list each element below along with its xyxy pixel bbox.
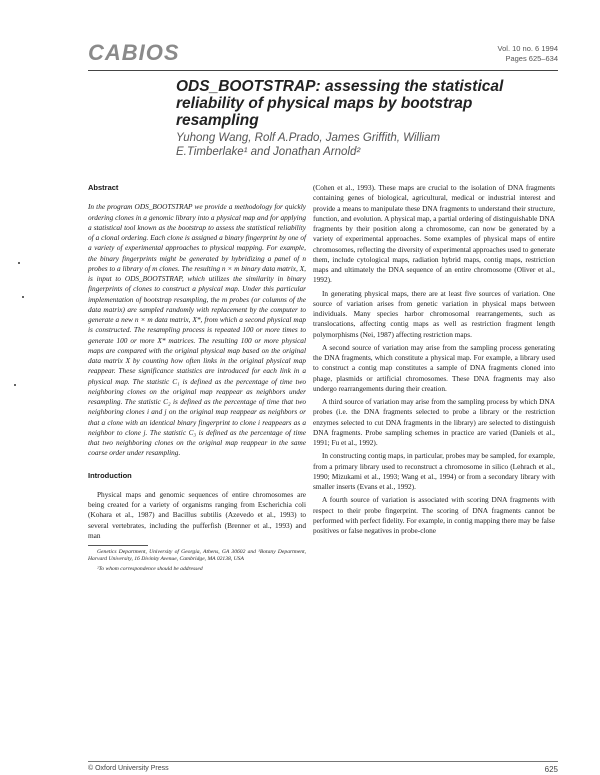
volume-info <box>498 44 558 64</box>
journal-name: CABIOS <box>88 40 180 65</box>
left-column <box>88 183 306 577</box>
abstract-heading: Abstract <box>88 183 119 192</box>
body-paragraph: A third source of variation may arise from the sampling process by which DNA probes (i.e. the DNA fragments selected to probe a library or the restriction enzymes selected to cut DNA fragments in the library) are selected to distinguish DNA fragments. Probe sampling schemes in practice are varied (Daniels et al., 1991; Fu et al., 1992). <box>313 397 555 447</box>
pages-line: Pages 625–634 <box>505 54 558 63</box>
author-list: Yuhong Wang, Rolf A.Prado, James Griffith, William E.Timberlake¹ and Jonathan Arnold² <box>176 132 441 158</box>
copyright-notice: © Oxford University Press <box>88 765 169 772</box>
abstract-section <box>88 202 306 458</box>
margin-mark <box>14 384 16 386</box>
body-paragraph: (Cohen et al., 1993). These maps are crucial to the isolation of DNA fragments containing genes of biological, agricultural, medical or industrial interest and provide a means to manipulate these DNA fragments to understand their structure, function, and evolution. A physical map, a partial ordering of distinguishable DNA fragments by their position along a chromosome, can now be generated by a variety of experimental approaches. Some examples of physical maps of entire chromosomes, reflecting the diversity of experimental approaches used to generate them, include cytological maps, radiation hybrid maps, contig maps, restriction maps and ultimately the DNA sequence of an entire chromosome (Oliver et al., 1992). <box>313 183 555 285</box>
introduction-text: Physical maps and genomic sequences of entire chromosomes are being created for a variety of organisms ranging from Escherichia coli (Kohara et al., 1987) and Bacillus subtilis (Azevedo et al., 1993) to several vertebrates, including the pufferfish (Brenner et al., 1993) and man <box>88 489 306 540</box>
body-paragraph: In constructing contig maps, in particular, probes may be sampled, for example, from a primary library used to reconstruct a chromosome in silico (Lehrach et al., 1990; Mizukami et al., 1993; Wang et al., 1994) or from a secondary library with smaller inserts (Evans et al., 1992). <box>313 451 555 491</box>
abstract-text: In the program ODS_BOOTSTRAP we provide a methodology for quickly ordering clones in a genomic library into a physical map and for applying a statistical tool known as the bootstrap to assess the statistical reliability of a clonal ordering. Each clone is assigned a binary fingerprint by one of a variety of experimental approaches to physical mapping. For example, the binary fingerprints might be generated by hybridizing a panel of n probes to a library of m clones. The resulting n × m binary data matrix, X, is input to ODS_BOOTSTRAP, which utilizes the similarity in binary fingerprints of clones to construct a physical map. Under this particular implementation of bootstrap resampling, the m probes (or columns of the data matrix) are sampled randomly with replacement by the computer to generate a new n × m data matrix, X*, from which a second physical map is constructed. The resampling process is repeated 100 or more times to generate 100 or more X* matrices. The resulting 100 or more physical maps are compared with the original physical map based on the original data matrix X by counting how often links in the original physical map reappear. These significance statistics are introduced for each link in a physical map. The statistic C₁ is defined as the percentage of time two neighboring clones on the original map reappear as neighbors under resampling. The statistic C₂ is defined as the percentage of time that two neighboring clones i and j on the original map reappear as neighbors or that a clone with an identical binary fingerprint to clone i reappears as a neighbor to clone j. The statistic C₃ is defined as the percentage of time that two neighboring clones on the original map reappear in the same coarse order under resampling. <box>88 202 306 458</box>
affiliation-footnote: Genetics Department, University of Georgia, Athens, GA 30602 and ¹Botany Department, Harvard University, 16 Divinity Avenue, Cambridge, MA 02138, USA <box>88 549 306 563</box>
header-rule <box>88 70 558 71</box>
footnote-rule <box>88 545 148 546</box>
paper-title: ODS_BOOTSTRAP: assessing the statistical reliability of physical maps by bootstrap resampling <box>176 78 504 129</box>
volume-line: Vol. 10 no. 6 1994 <box>497 44 558 53</box>
margin-mark <box>22 296 24 298</box>
body-paragraph: A fourth source of variation is associated with scoring DNA fragments with respect to their probe fingerprint. The scoring of DNA fragments cannot be performed with perfect fidelity. For example, in contig mapping there may be false positives or false negatives in probe-clone <box>313 495 555 535</box>
right-column <box>313 183 555 539</box>
footer-rule <box>88 761 558 762</box>
body-paragraph: In generating physical maps, there are at least five sources of variation. One source of variation arises from genetic variation in physical maps between individuals. Many species harbor chromosomal rearrangements, such as translocations, affecting contig maps as well as restriction fragment length polymorphisms (Nei, 1987) affecting restriction maps. <box>313 288 555 339</box>
introduction-heading: Introduction <box>88 470 132 480</box>
page-number: 625 <box>544 765 558 774</box>
margin-mark <box>18 262 20 264</box>
correspondence-footnote: ²To whom correspondence should be addressed <box>97 566 203 573</box>
body-paragraph: A second source of variation may arise from the sampling process generating the DNA fragments, which constitute a physical map. For example, a library used to construct a contig map constitutes a sample of DNA fragments cloned into phage, plasmids or artificial chromosomes. These DNA fragments may also undergo rearrangements during their creation. <box>313 342 555 393</box>
